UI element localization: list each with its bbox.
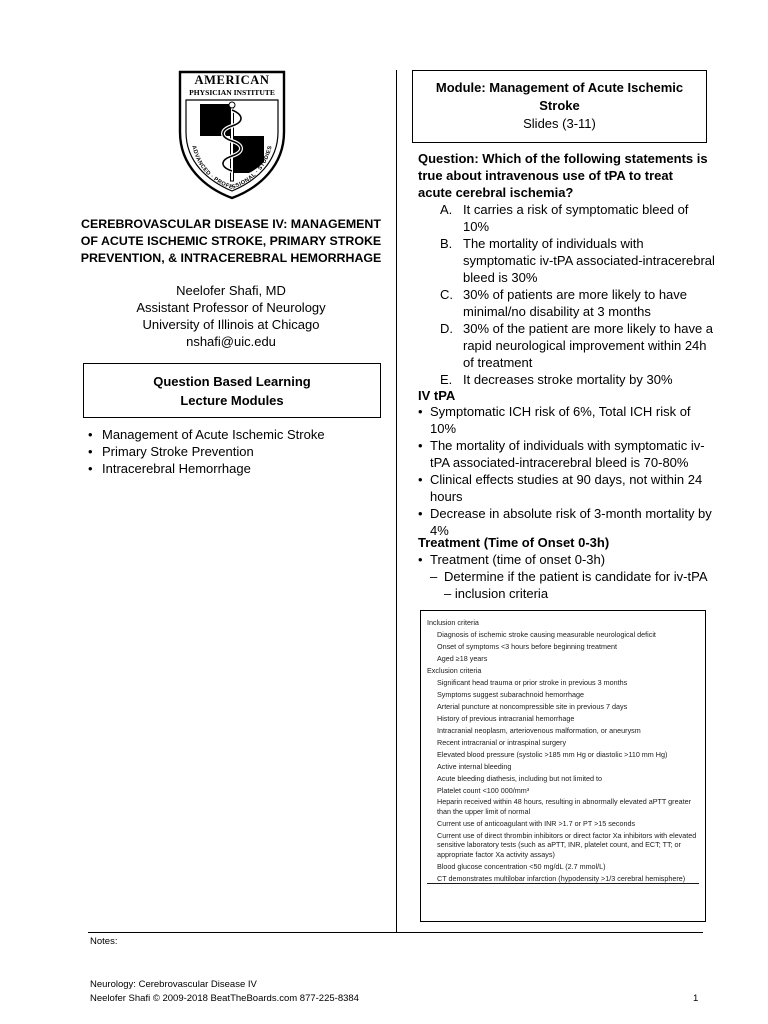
module-list xyxy=(88,426,378,477)
treatment-subitem xyxy=(430,568,713,602)
american-physician-institute-logo xyxy=(177,70,287,200)
logo-arc-text: ADVANCED · PROFESSIONAL · STUDIES xyxy=(190,144,274,192)
option-text: It carries a risk of symptomatic bleed of 10% xyxy=(463,202,689,234)
document-title xyxy=(80,216,382,267)
ivtpa-heading: IV tPA xyxy=(418,388,456,403)
option-letter: B. xyxy=(440,236,453,251)
svg-text:PHYSICIAN INSTITUTE: PHYSICIAN INSTITUTE xyxy=(189,88,275,97)
criteria-item: Diagnosis of ischemic stroke causing measurable neurological deficit xyxy=(437,630,656,639)
module-title: Module: Management of Acute Ischemic xyxy=(435,80,684,95)
title-line: CEREBROVASCULAR DISEASE IV: MANAGEMENT xyxy=(81,217,381,231)
author-block xyxy=(80,282,382,350)
notes-divider xyxy=(88,932,703,933)
notes-label: Notes: xyxy=(90,936,118,947)
list-item: • Clinical effects studies at 90 days, not within 24 hours xyxy=(418,471,713,505)
dash-marker: – xyxy=(430,569,438,584)
treatment-bullets xyxy=(418,551,713,568)
list-item: • Intracerebral Hemorrhage xyxy=(88,460,378,477)
criteria-item: Current use of anticoagulant with INR >1.7 or PT >15 seconds xyxy=(437,818,636,828)
criteria-item: Heparin received within 48 hours, resulting in abnormally elevated aPTT greater than the upper limit of normal xyxy=(437,797,691,816)
criteria-item: Acute bleeding diathesis, including but not limited to xyxy=(437,774,603,783)
author-role: Assistant Professor of Neurology xyxy=(136,300,326,315)
author-name: Neelofer Shafi, MD xyxy=(176,283,286,298)
page-number: 1 xyxy=(693,993,699,1004)
author-email: nshafi@uic.edu xyxy=(186,334,276,349)
question-based-learning-box xyxy=(83,363,381,418)
criteria-heading: Inclusion criteria xyxy=(427,618,479,627)
answer-option xyxy=(440,201,715,235)
page-footer xyxy=(90,978,359,1006)
answer-option xyxy=(440,235,715,286)
list-item: • Management of Acute Ischemic Stroke xyxy=(88,426,378,443)
answer-option xyxy=(440,320,715,371)
author-institution: University of Illinois at Chicago xyxy=(142,317,320,332)
module-title: Stroke xyxy=(539,98,580,113)
criteria-item: CT demonstrates multilobar infarction (hypodensity >1/3 cerebral hemisphere) xyxy=(427,874,699,885)
answer-list xyxy=(440,201,715,388)
option-text: It decreases stroke mortality by 30% xyxy=(463,372,673,387)
criteria-item: Active internal bleeding xyxy=(437,762,512,771)
column-divider xyxy=(396,70,397,932)
criteria-item: Platelet count <100 000/mm³ xyxy=(437,786,530,795)
answer-option xyxy=(440,371,715,388)
list-item: • Primary Stroke Prevention xyxy=(88,443,378,460)
criteria-item: Recent intracranial or intraspinal surgery xyxy=(437,738,567,747)
title-line: PREVENTION, & INTRACEREBRAL HEMORRHAGE xyxy=(80,251,382,265)
criteria-item: Arterial puncture at noncompressible site in previous 7 days xyxy=(437,702,628,711)
criteria-item: History of previous intracranial hemorrhage xyxy=(437,714,575,723)
option-letter: A. xyxy=(440,202,453,217)
list-item: • The mortality of individuals with symptomatic iv-tPA associated-intracerebral bleed is 70-80% xyxy=(418,437,713,471)
criteria-item: Elevated blood pressure (systolic >185 mm Hg or diastolic >110 mm Hg) xyxy=(437,750,668,759)
option-letter: D. xyxy=(440,321,453,336)
tpa-criteria-table xyxy=(420,610,706,922)
question-text: Question: Which of the following statements is true about intravenous use of tPA to treat acute cerebral ischemia? xyxy=(418,151,708,200)
footer-course: Neurology: Cerebrovascular Disease IV xyxy=(90,979,257,990)
criteria-item: Symptoms suggest subarachnoid hemorrhage xyxy=(437,690,585,699)
qbl-line: Lecture Modules xyxy=(180,393,284,408)
criteria-item: Blood glucose concentration <50 mg/dL (2.7 mmol/L) xyxy=(437,861,606,871)
option-letter: E. xyxy=(440,372,453,387)
answer-option xyxy=(440,286,715,320)
module-header-box xyxy=(412,70,707,143)
title-line: OF ACUTE ISCHEMIC STROKE, PRIMARY STROKE xyxy=(80,234,382,248)
subitem-text: Determine if the patient is candidate for iv-tPA – inclusion criteria xyxy=(444,569,707,601)
ivtpa-bullets xyxy=(418,403,713,539)
footer-copyright: Neelofer Shafi © 2009-2018 BeatTheBoards.com 877-225-8384 xyxy=(90,993,359,1004)
criteria-heading: Exclusion criteria xyxy=(427,666,482,675)
option-text: 30% of the patient are more likely to have a rapid neurological improvement within 24h of treatment xyxy=(463,321,714,370)
module-slides: Slides (3-11) xyxy=(523,116,596,131)
treatment-heading: Treatment (Time of Onset 0-3h) xyxy=(418,535,610,550)
shield-caduceus-icon xyxy=(177,70,287,200)
option-text: 30% of patients are more likely to have minimal/no disability at 3 months xyxy=(463,287,688,319)
criteria-item: Current use of direct thrombin inhibitors or direct factor Xa inhibitors with elevated sensitive laboratory tests (such as aPTT, INR, platelet count, and ECT; TT; or appropriate factor Xa activity assays) xyxy=(437,830,697,859)
svg-text:AMERICAN: AMERICAN xyxy=(194,73,270,87)
qbl-line: Question Based Learning xyxy=(153,374,311,389)
option-letter: C. xyxy=(440,287,453,302)
criteria-item: Intracranial neoplasm, arteriovenous malformation, or aneurysm xyxy=(437,726,641,735)
list-item: • Decrease in absolute risk of 3-month mortality by 4% xyxy=(418,505,713,539)
option-text: The mortality of individuals with symptomatic iv-tPA associated-intracerebral bleed is 30% xyxy=(463,236,715,285)
criteria-item: Aged ≥18 years xyxy=(437,654,488,663)
list-item: • Treatment (time of onset 0-3h) xyxy=(418,551,713,568)
list-item: • Symptomatic ICH risk of 6%, Total ICH risk of 10% xyxy=(418,403,713,437)
criteria-item: Significant head trauma or prior stroke in previous 3 months xyxy=(437,678,628,687)
criteria-item: Onset of symptoms <3 hours before beginning treatment xyxy=(437,642,617,651)
